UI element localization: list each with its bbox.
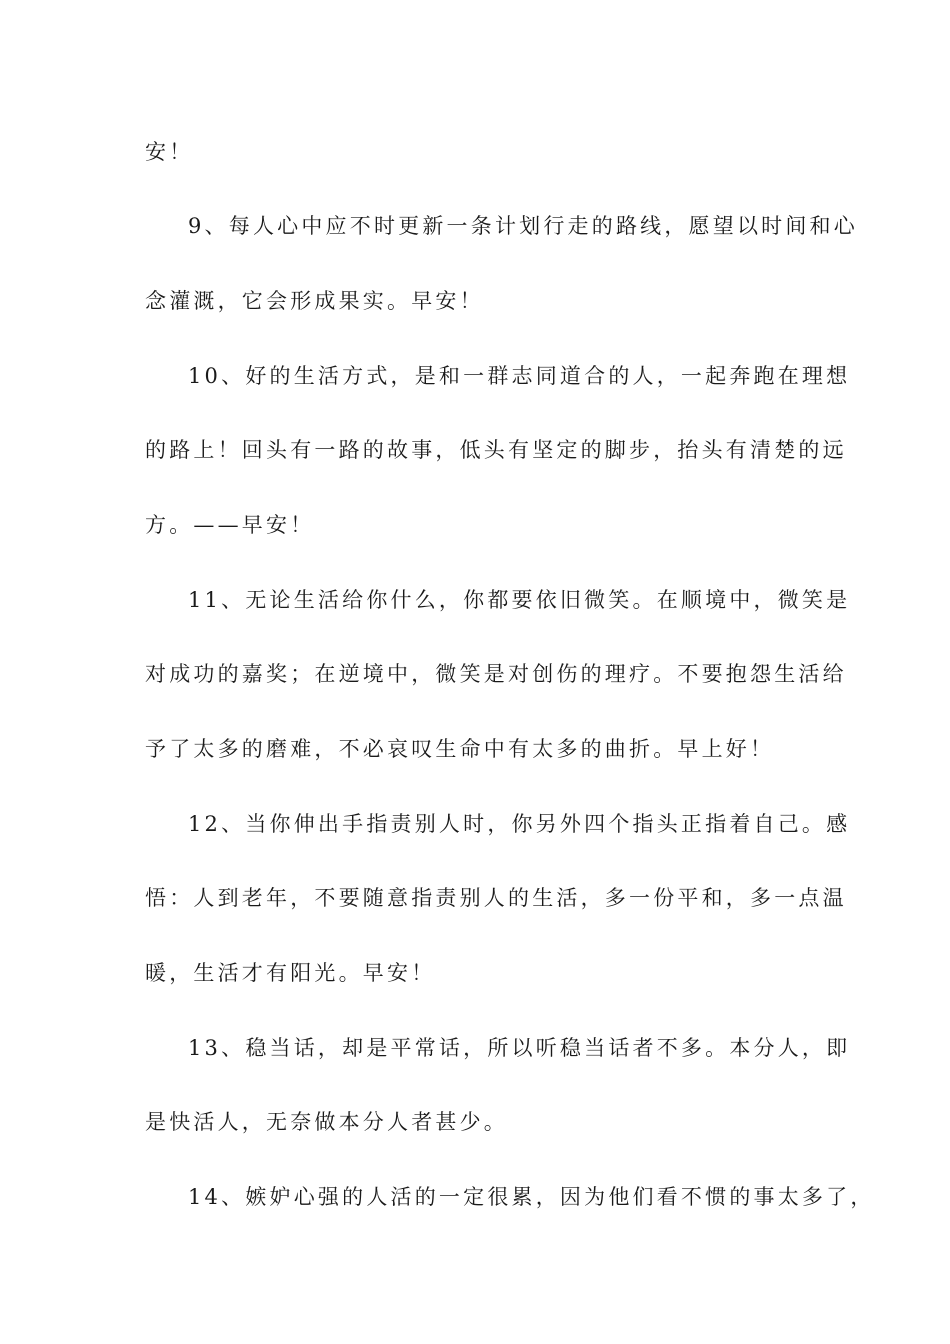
paragraph-10-line-1: 10、好的生活方式，是和一群志同道合的人，一起奔跑在理想 <box>188 364 851 388</box>
paragraph-13-line-1: 13、稳当话，却是平常话，所以听稳当话者不多。本分人，即 <box>188 1036 851 1060</box>
paragraph-13-line-2: 是快活人，无奈做本分人者甚少。 <box>145 1110 508 1134</box>
text-line: 安！ <box>145 140 194 164</box>
paragraph-11-line-2: 对成功的嘉奖；在逆境中，微笑是对创伤的理疗。不要抱怨生活给 <box>145 662 847 686</box>
paragraph-14-line-1: 14、嫉妒心强的人活的一定很累，因为他们看不惯的事太多了， <box>188 1185 875 1209</box>
paragraph-11-line-1: 11、无论生活给你什么，你都要依旧微笑。在顺境中，微笑是 <box>188 588 851 612</box>
paragraph-11-line-3: 予了太多的磨难，不必哀叹生命中有太多的曲折。早上好！ <box>145 737 775 761</box>
paragraph-12-line-2: 悟：人到老年，不要随意指责别人的生活，多一份平和，多一点温 <box>145 886 847 910</box>
paragraph-10-line-3: 方。——早安！ <box>145 513 315 537</box>
paragraph-9-line-1: 9、每人心中应不时更新一条计划行走的路线，愿望以时间和心 <box>188 214 858 238</box>
paragraph-12-line-3: 暖，生活才有阳光。早安！ <box>145 961 436 985</box>
paragraph-9-line-2: 念灌溉，它会形成果实。早安！ <box>145 289 484 313</box>
paragraph-10-line-2: 的路上！回头有一路的故事，低头有坚定的脚步，抬头有清楚的远 <box>145 438 847 462</box>
paragraph-12-line-1: 12、当你伸出手指责别人时，你另外四个指头正指着自己。感 <box>188 812 851 836</box>
